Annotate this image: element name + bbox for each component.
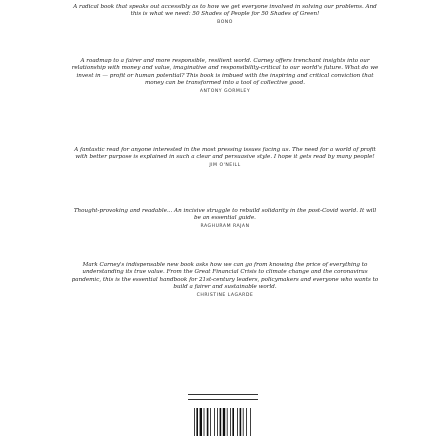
blurb-quote: A fantastic read for anyone interested in the most pressing issues facing us. The need for a world of profit with better purpose is explained in such a clear and persuasive style. I hope it gets read by many people! (74, 147, 376, 161)
blurb-attribution: BONO (217, 19, 233, 25)
blurb-quote: Mark Carney's indispensable new book asks how we can go from knowing the price of everything to understanding its true value. From the Great Financial Crisis to climate change and the coronavirus pandemic, this is the essential handbook for 21st-century leaders, policymakers and everyone who wants to build a fairer and sustainable world. (71, 262, 379, 291)
blurb-lagarde (70, 262, 380, 298)
blurb-quote: A radical book that speaks out accessibly as to how we get everyone involved in solving our problems. And this is what we need: 50 Shades of People for 50 Shades of Green! (73, 4, 377, 18)
blurb-oneill (70, 147, 380, 168)
blurb-attribution: CHRISTINE LAGARDE (196, 292, 254, 298)
blurb-attribution: RAGHURAM RAJAN (200, 223, 250, 229)
divider-rule (188, 399, 258, 400)
blurb-attribution: ANTONY GORMLEY (199, 88, 251, 94)
blurb-quote: Thought-provoking and readable... An incisive struggle to rebuild solidarity in the post-Covid world. It will be an essential guide. (73, 208, 377, 222)
barcode-icon (193, 408, 253, 436)
blurb-bono (70, 4, 380, 25)
blurb-attribution: JIM O'NEILL (209, 162, 241, 168)
blurb-quote: A roadmap to a fairer and more responsible, resilient world. Carney offers trenchant insights into our relationship with money and value, imaginative and responsibility-critical to our world's future. What do we invest in — profit or human potential? This book is imbued with the inspiring and critical conviction that money can be transformed into a tool of collective good. (71, 58, 379, 87)
barcode (188, 408, 258, 438)
blurb-gormley (70, 58, 380, 94)
blurb-rajan (70, 208, 380, 229)
divider-rule (188, 394, 258, 395)
